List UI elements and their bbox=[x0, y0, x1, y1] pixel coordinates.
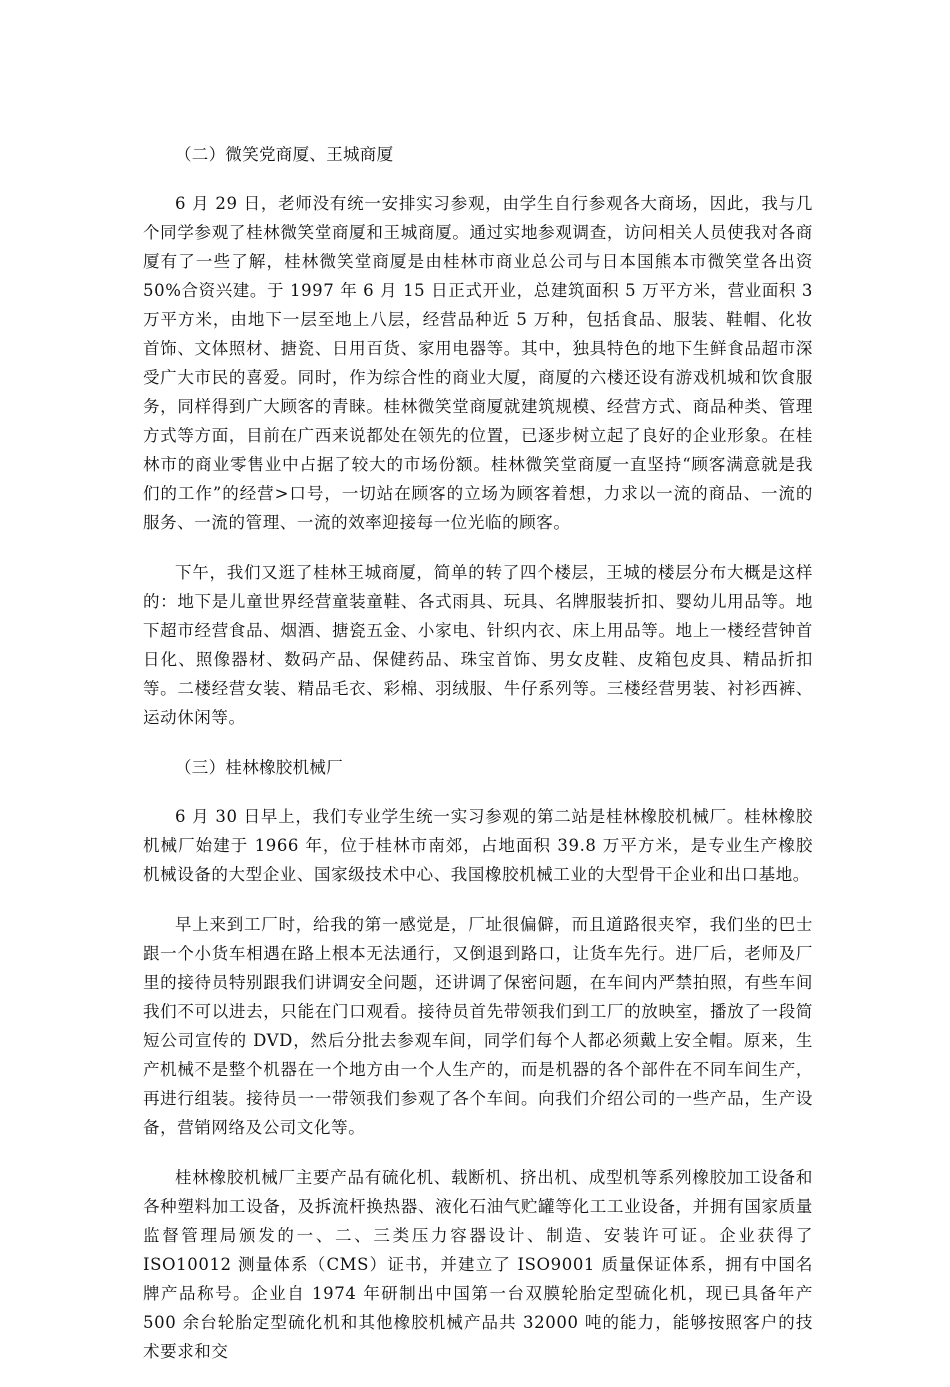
section-heading-2: （二）微笑党商厦、王城商厦 bbox=[175, 145, 394, 164]
paragraph-5: 桂林橡胶机械厂主要产品有硫化机、载断机、挤出机、成型机等系列橡胶加工设备和各种塑料加工设备，及拆流杆换热器、液化石油气贮罐等化工工业设备，并拥有国家质量监督管理局颁发的一、二、三类压力容器设计、制造、安装许可证。企业获得了 ISO10012 测量体系（CMS）证书，并建立了 ISO9001 质量保证体系，拥有中国名牌产品称号。企业自 1974 年研制出中国第一台双膜轮胎定型硫化机，现已具备年产 500 余台轮胎定型硫化机和其他橡胶机械产品共 32000 吨的能力，能够按照客户的技术要求和交 bbox=[143, 1168, 813, 1361]
paragraph-3: 6 月 30 日早上，我们专业学生统一实习参观的第二站是桂林橡胶机械厂。桂林橡胶机械厂始建于 1966 年，位于桂林市南郊，占地面积 39.8 万平方米，是专业生产橡胶机械设备的大型企业、国家级技术中心、我国橡胶机械工业的大型骨干企业和出口基地。 bbox=[143, 807, 813, 884]
paragraph-4: 早上来到工厂时，给我的第一感觉是，厂址很偏僻，而且道路很夹窄，我们坐的巴士跟一个小货车相遇在路上根本无法通行，又倒退到路口，让货车先行。进厂后，老师及厂里的接待员特别跟我们讲调安全问题，还讲调了保密问题，在车间内严禁拍照，有些车间我们不可以进去，只能在门口观看。接待员首先带领我们到工厂的放映室，播放了一段简短公司宣传的 DVD，然后分批去参观车间，同学们每个人都必须戴上安全帽。原来，生产机械不是整个机器在一个地方由一个人生产的，而是机器的各个部件在不同车间生产，再进行组装。接待员一一带领我们参观了各个车间。向我们介绍公司的一些产品，生产设备，营销网络及公司文化等。 bbox=[143, 915, 813, 1137]
document-page bbox=[143, 140, 813, 1387]
paragraph-1: 6 月 29 日，老师没有统一安排实习参观，由学生自行参观各大商场，因此，我与几个同学参观了桂林微笑堂商厦和王城商厦。通过实地参观调查，访问相关人员使我对各商厦有了一些了解，桂林微笑堂商厦是由桂林市商业总公司与日本国熊本市微笑堂各出资 50%合资兴建。于 1997 年 6 月 15 日正式开业，总建筑面积 5 万平方米，营业面积 3 万平方米，由地下一层至地上八层，经营品种近 5 万种，包括食品、服装、鞋帽、化妆首饰、文体照材、搪瓷、日用百货、家用电器等。其中，独具特色的地下生鲜食品超市深受广大市民的喜爱。同时，作为综合性的商业大厦，商厦的六楼还设有游戏机城和饮食服务，同样得到广大顾客的青睐。桂林微笑堂商厦就建筑规模、经营方式、商品种类、管理方式等方面，目前在广西来说都处在领先的位置，已逐步树立起了良好的企业形象。在桂林市的商业零售业中占据了较大的市场份额。桂林微笑堂商厦一直坚持“顾客满意就是我们的工作”的经营>口号，一切站在顾客的立场为顾客着想，力求以一流的商品、一流的服务、一流的管理、一流的效率迎接每一位光临的顾客。 bbox=[143, 194, 813, 532]
paragraph-2: 下午，我们又逛了桂林王城商厦，简单的转了四个楼层，王城的楼层分布大概是这样的：地下是儿童世界经营童装童鞋、各式雨具、玩具、名牌服装折扣、婴幼儿用品等。地下超市经营食品、烟酒、搪瓷五金、小家电、针织内衣、床上用品等。地上一楼经营钟首日化、照像器材、数码产品、保健药品、珠宝首饰、男女皮鞋、皮箱包皮具、精品折扣等。二楼经营女装、精品毛衣、彩棉、羽绒服、牛仔系列等。三楼经营男装、衬衫西裤、运动休闲等。 bbox=[143, 563, 813, 727]
section-heading-3: （三）桂林橡胶机械厂 bbox=[175, 758, 343, 777]
